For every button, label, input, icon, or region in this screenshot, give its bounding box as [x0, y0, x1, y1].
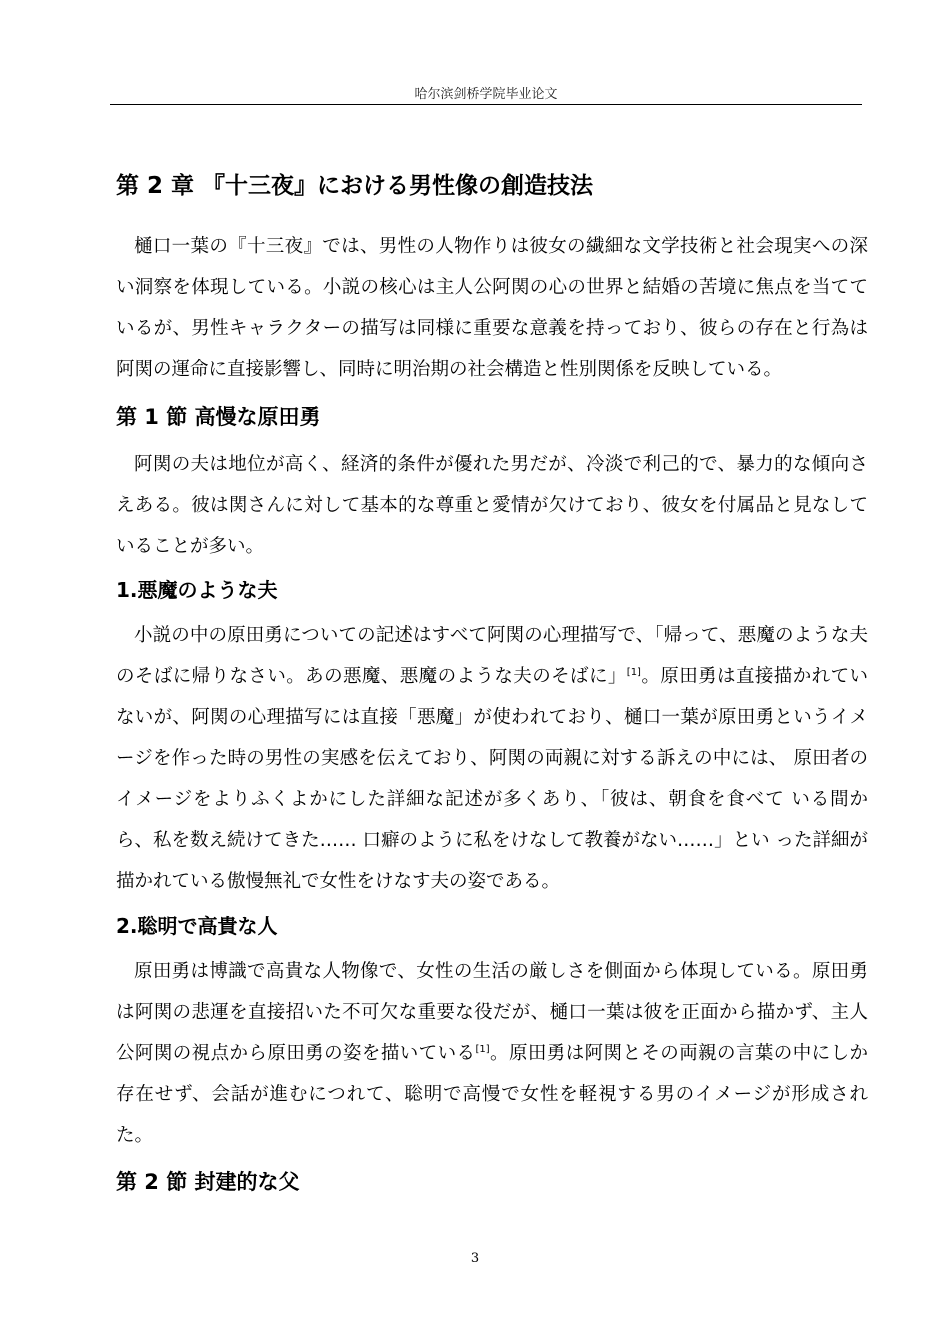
section-2-title: 第 2 節 封建的な父 [116, 1170, 300, 1194]
subsection-1-paragraph [116, 615, 868, 902]
page-number: 3 [470, 1251, 480, 1266]
subsection-1-title: 1.悪魔のような夫 [116, 578, 278, 602]
intro-paragraph: 樋口一葉の『十三夜』では、男性の人物作りは彼女の繊細な文学技術と社会現実への深い洞察を体現している。小説の核心は主人公阿関の心の世界と結婚の苦境に焦点を当てているが、男性キャラクターの描写は同様に重要な意義を持っており、彼らの存在と行為は阿関の運命に直接影響し、同時に明治期の社会構造と性別関係を反映している。 [116, 236, 868, 380]
subsection-1-text-b: 。原田勇は直接描かれていないが、阿関の心理描写には直接「悪魔」が使われており、樋口一葉が原田勇というイメージを作った時の男性の実感を伝えており、阿関の両親に対する訴えの中には、 原田者のイメージをよりふくよかにした詳細な記述が多くあり、「彼は、朝食を食べて いる間から、私を数え続けてきた…… 口癖のように私をけなして教養がない……」とい った詳細が描かれている傲慢無礼で女性をけなす夫の姿である。 [116, 666, 868, 892]
chapter-title: 第 2 章 『十三夜』における男性像の創造技法 [116, 173, 594, 199]
subsection-1-text-a: 小説の中の原田勇についての記述はすべて阿関の心理描写で、「帰って、悪魔のような夫のそばに帰りなさい。あの悪魔、悪魔のような夫のそばに」 [116, 625, 868, 687]
header-divider [110, 104, 862, 105]
subsection-2-text-b: 。原田勇は阿関とその両親の言葉の中にしか存在せず、会話が進むにつれて、聡明で高慢で女性を軽視する男のイメージが形成された。 [116, 1043, 868, 1146]
section-1-paragraph: 阿関の夫は地位が高く、経済的条件が優れた男だが、冷淡で利己的で、暴力的な傾向さえある。彼は関さんに対して基本的な尊重と愛情が欠けており、彼女を付属品と見なしていることが多い。 [116, 454, 868, 557]
subsection-2-title: 2.聡明で高貴な人 [116, 914, 278, 938]
citation-marker: [1] [475, 1043, 490, 1055]
subsection-2-paragraph [116, 951, 868, 1156]
citation-marker: [1] [626, 666, 641, 678]
section-1-title: 第 1 節 高慢な原田勇 [116, 405, 321, 429]
page-header: 哈尔滨剑桥学院毕业论文 [414, 87, 558, 102]
subsection-2-text-a: 原田勇は博識で高貴な人物像で、女性の生活の厳しさを側面から体現している。原田勇は阿関の悲運を直接招いた不可欠な重要な役だが、樋口一葉は彼を正面から描かず、主人公阿関の視点から原田勇の姿を描いている [116, 961, 868, 1064]
